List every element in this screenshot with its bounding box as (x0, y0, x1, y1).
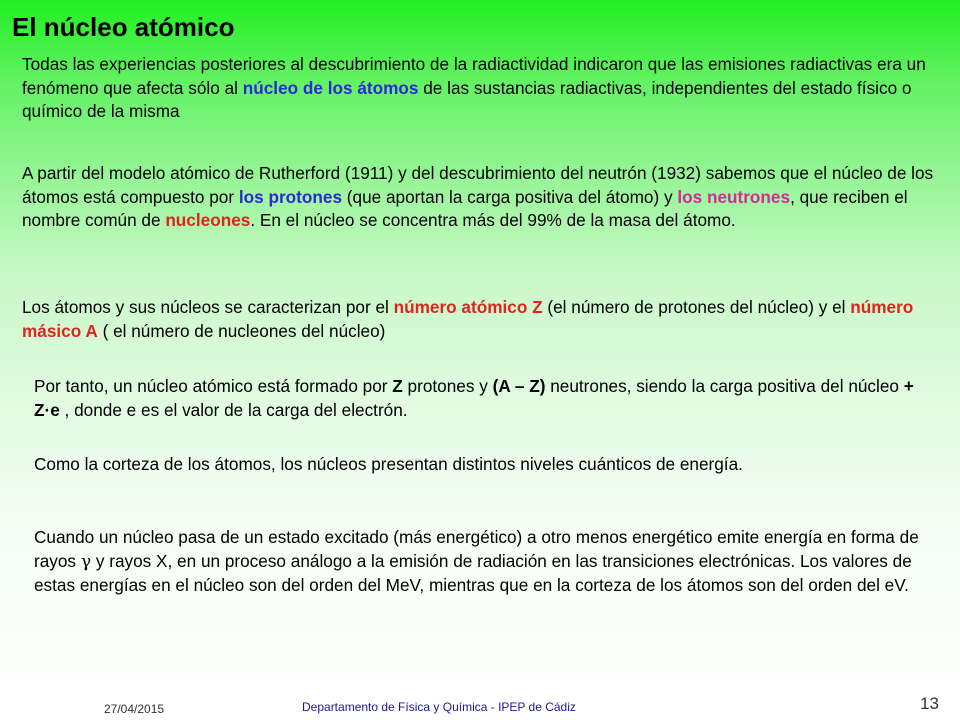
highlight-protons: los protones (238, 186, 343, 207)
highlight-nucleons: nucleones (165, 210, 251, 230)
paragraph-gamma-rays: Cuando un núcleo pasa de un estado excitado (más energético) a otro menos energético emite energía en forma de rayos γ y rayos X, en un proceso análogo a la emisión de radiación en las transiciones electrónicas. Los valores de estas energías en el núcleo son del orden del MeV, mientras que en la corteza de los átomos son del orden del eV. (34, 527, 919, 595)
highlight-atomic-number: número atómico Z (393, 297, 543, 317)
highlight-neutrons: los neutrones (677, 186, 791, 207)
paragraph-energy-levels: Como la corteza de los átomos, los núcleos presentan distintos niveles cuánticos de energía. (34, 454, 743, 474)
bold-z: Z (392, 376, 403, 396)
bold-charge: + Z·e (34, 376, 914, 420)
highlight-nucleus: núcleo de los átomos (242, 77, 419, 98)
highlight-mass-number: número másico A (22, 297, 914, 341)
slide-title: El núcleo atómico (12, 12, 235, 42)
paragraph-composition: Por tanto, un núcleo atómico está formado por Z protones y (A – Z) neutrones, siendo la carga positiva del núcleo + Z·e , donde e es el valor de la carga del electrón. (34, 376, 914, 420)
gamma-symbol: γ (80, 551, 92, 572)
footer-department: Departamento de Física y Química - IPEP de Cádiz (302, 700, 576, 714)
page-number: 13 (920, 694, 939, 713)
paragraph-atomic-numbers: Los átomos y sus núcleos se caracterizan por el número atómico Z (el número de protones del núcleo) y el número másico A ( el número de nucleones del núcleo) (22, 297, 914, 341)
paragraph-radioactivity: Todas las experiencias posteriores al descubrimiento de la radiactividad indicaron que las emisiones radiactivas era un fenómeno que afecta sólo al núcleo de los átomos de las sustancias radiactivas, independientes del estado físico o químico de la misma (22, 54, 926, 121)
footer-date: 27/04/2015 (104, 702, 165, 716)
bold-a-minus-z: (A – Z) (492, 376, 546, 396)
paragraph-rutherford: A partir del modelo atómico de Rutherford (1911) y del descubrimiento del neutrón (1932) sabemos que el núcleo de los átomos está compuesto por los protones (que aportan la carga positiva del átomo) y los neutrones, que reciben el nombre común de nucleones. En el núcleo se concentra más del 99% de la masa del átomo. (22, 163, 934, 230)
